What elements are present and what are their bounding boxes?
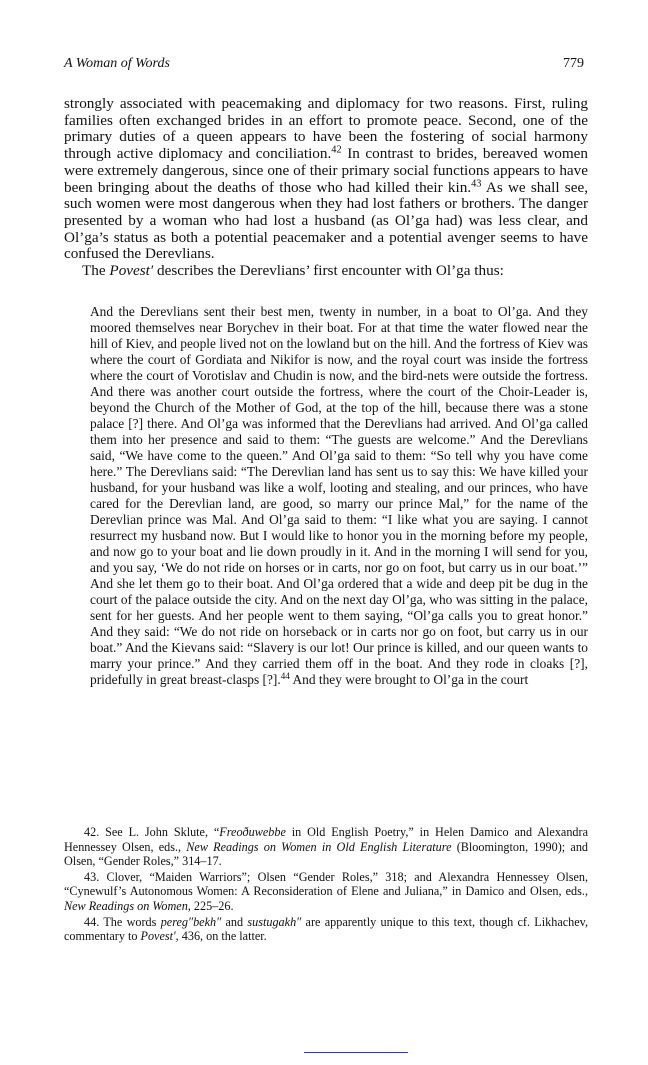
footnote-ref-44[interactable]: 44 — [280, 671, 290, 681]
body-text — [64, 96, 588, 280]
footnote-44: 44. The words pereg″bekh″ and sustugakh″ are apparently unique to this text, though cf. Likhachev, commentary to Povest′, 436, on the latter. — [64, 914, 588, 944]
bottom-rule — [304, 1052, 408, 1053]
paragraph: The Povest′ describes the Derevlians’ first encounter with Ol’ga thus: — [82, 262, 504, 280]
block-quote: And the Derevlians sent their best men, twenty in number, in a boat to Ol’ga. And they moored themselves near Borychev in their boat. For at that time the water flowed near the hill of Kiev, and people lived not on the lowland but on the hill. And the fortress of Kiev was where the court of Gordiata and Nikifor is now, and the royal court was inside the fortress where the court of Vorotislav and Chudin is now, and the bird-nets were outside the fortress. And there was another court outside the fortress, where the court of the Choir-Leader is, beyond the Church of the Mother of God, at the top of the hill, because there was a stone palace [?] there. And Ol’ga was informed that the Derevlians had arrived. And Ol’ga called them into her presence and said to them: “The guests are welcome.” And the Derevlians said, “We have come to the queen.” And Ol’ga said to them: “So tell why you have come here.” The Derevlians said: “The Derevlian land has sent us to say this: We have killed your husband, for your husband was like a wolf, looting and stealing, and our princes, who have cared for the Derevlian land, are good, so marry our prince Mal,” for the name of the Derevlian prince was Mal. And Ol’ga said to them: “I like what you are saying. I cannot resurrect my husband now. But I would like to honor you in the morning before my people, and now go to your boat and lie down proudly in it. And in the morning I will send for you, and you say, ‘We do not ride on horses or in carts, nor go on foot, but carry us in our boat.’” And she let them go to their boat. And Ol’ga ordered that a wide and deep pit be dug in the court of the palace outside the city. And on the next day Ol’ga, who was sitting in the palace, sent for her guests. And her people went to them saying, “Ol’ga calls you to great honor.” And they said: “We do not ride on horseback or in carts nor go on foot, but carry us in our boat.” And the Kievans said: “Slavery is our lot! Our prince is killed, and our queen wants to marry your prince.” And they carried them off in the boat. And they rode in cloaks [?], pridefully in great breast-clasps [?].$^{44}$ And they were brought to Ol’ga in the court — [90, 304, 588, 687]
page-number: 779 — [563, 56, 584, 71]
running-title: A Woman of Words — [64, 56, 170, 71]
running-header — [64, 56, 584, 76]
footnotes — [64, 825, 588, 945]
footnote-43: 43. Clover, “Maiden Warriors”; Olsen “Gender Roles,” 318; and Alexandra Hennessey Olsen, “Cynewulf’s Autonomous Women: A Reconsideration of Elene and Juliana,” in Damico and Olsen, eds., New Readings on Women, 225–26. — [64, 869, 588, 913]
footnote-ref-43[interactable]: 43 — [471, 177, 482, 189]
footnote-ref-42[interactable]: 42 — [331, 144, 342, 156]
paragraph: strongly associated with peacemaking and diplomacy for two reasons. First, ruling families often exchanged brides in an effort to promote peace. Second, one of the primary duties of a queen appears to have been the fostering of social harmony through active diplomacy and conciliation.$^{42}$ In contrast to brides, bereaved women were extremely dangerous, since one of their primary social functions appears to have been bringing about the deaths of those who had killed their kin.$^{43}$ As we shall see, such women were most dangerous when they had lost fathers or brothers. The danger presented by a woman who had lost a husband (as Ol’ga had) was less clear, and Ol’ga’s status as both a potential peacemaker and a potential avenger seems to have confused the Derevlians. — [64, 95, 588, 263]
footnote-42: 42. See L. John Sklute, “Freoðuwebbe in Old English Poetry,” in Helen Damico and Alexandra Hennessey Olsen, eds., New Readings on Women in Old English Literature (Bloomington, 1990); and Olsen, “Gender Roles,” 314–17. — [64, 825, 589, 869]
